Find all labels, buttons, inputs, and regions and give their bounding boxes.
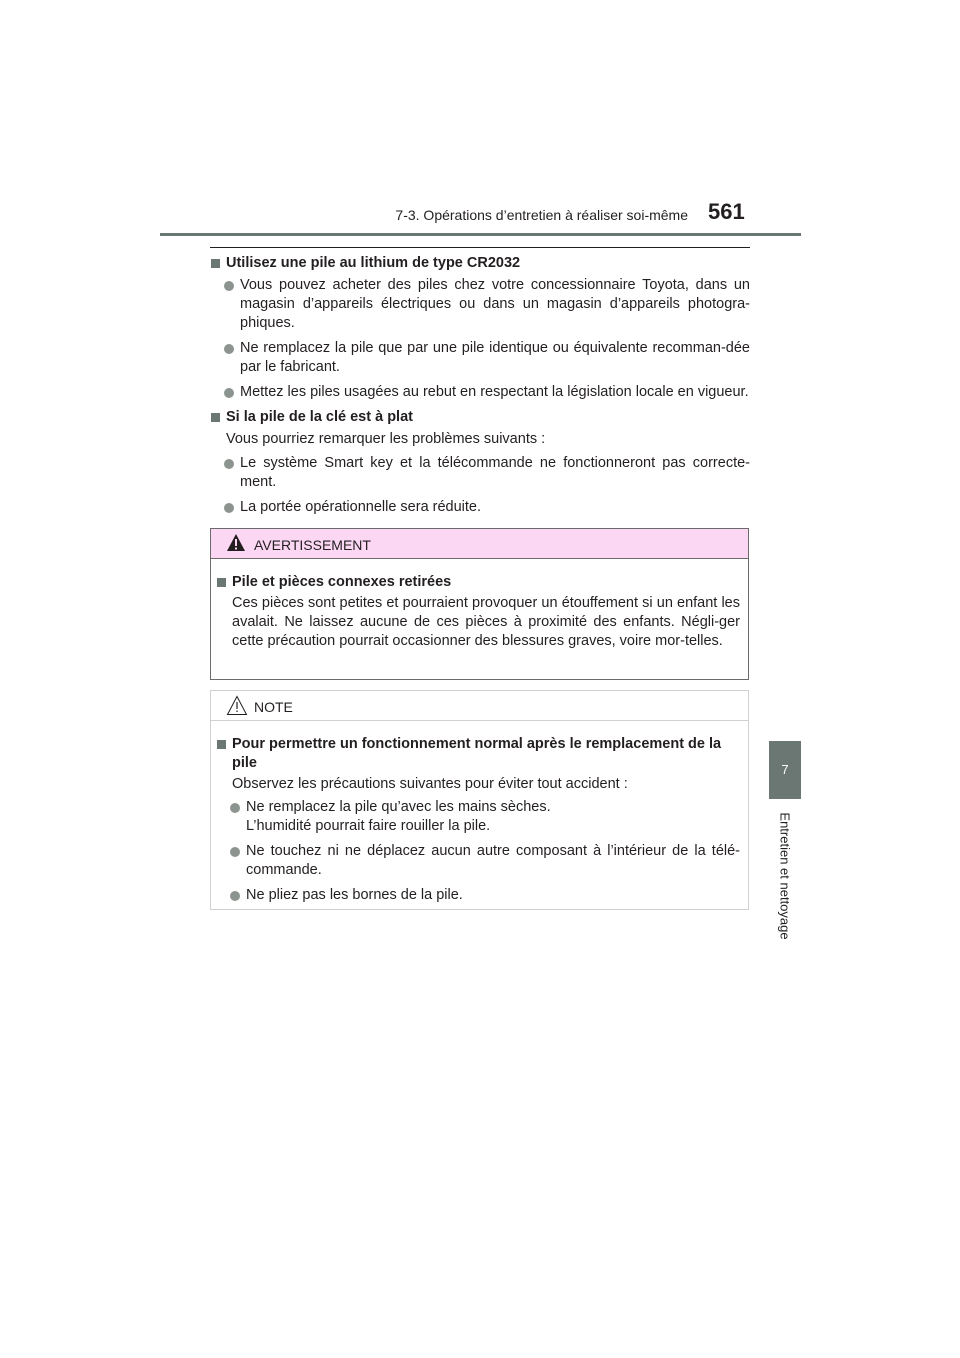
note-heading: Pour permettre un fonctionnement normal après le remplacement de la pile <box>216 735 740 773</box>
round-bullet-icon <box>224 503 234 513</box>
round-bullet-icon <box>230 803 240 813</box>
round-bullet-icon <box>224 344 234 354</box>
round-bullet-icon <box>230 847 240 857</box>
round-bullet-icon <box>230 891 240 901</box>
round-bullet-icon <box>224 459 234 469</box>
warning-box <box>210 528 749 680</box>
square-bullet-icon <box>217 740 226 749</box>
section2-heading: Si la pile de la clé est à plat <box>210 408 750 427</box>
note-box-header <box>211 691 748 721</box>
section1-bullet-3: Mettez les piles usagées au rebut en respectant la législation locale en vigueur. <box>210 383 750 402</box>
note-box <box>210 690 749 910</box>
round-bullet-icon <box>224 388 234 398</box>
note-bullet-3: Ne pliez pas les bornes de la pile. <box>216 886 740 905</box>
note-intro: Observez les précautions suivantes pour éviter tout accident : <box>232 776 628 792</box>
section1-bullet-1: Vous pouvez acheter des piles chez votre concessionnaire Toyota, dans un magasin d’appareils électriques ou dans un magasin d’appareils photogra-phiques. <box>210 276 750 333</box>
warning-box-header <box>211 529 748 559</box>
section2-bullet-2: La portée opérationnelle sera réduite. <box>210 498 750 517</box>
section2-bullet-1: Le système Smart key et la télécommande ne fonctionneront pas correcte-ment. <box>210 454 750 492</box>
header-rule <box>160 233 801 236</box>
note-label: NOTE <box>254 699 293 715</box>
header-section-title: 7-3. Opérations d’entretien à réaliser soi-même <box>395 207 688 223</box>
warning-heading: Pile et pièces connexes retirées <box>216 573 740 592</box>
content-rule <box>210 247 750 248</box>
section2-intro: Vous pourriez remarquer les problèmes suivants : <box>226 431 546 447</box>
note-bullet-1: Ne remplacez la pile qu’avec les mains sèches. L’humidité pourrait faire rouiller la pile. <box>216 798 740 836</box>
square-bullet-icon <box>217 578 226 587</box>
section1-heading: Utilisez une pile au lithium de type CR2032 <box>210 254 750 273</box>
warning-box-body <box>211 559 748 651</box>
note-bullet-1-sub: L’humidité pourrait faire rouiller la pile. <box>246 818 491 834</box>
chapter-tab: 7 <box>769 741 801 799</box>
warning-triangle-icon <box>226 533 246 552</box>
note-box-body <box>211 721 748 905</box>
section1-bullet-2: Ne remplacez la pile que par une pile identique ou équivalente recomman-dée par le fabricant. <box>210 339 750 377</box>
chapter-label: Entretien et nettoyage <box>777 812 793 940</box>
round-bullet-icon <box>224 281 234 291</box>
main-content <box>210 254 750 523</box>
warning-text: Ces pièces sont petites et pourraient provoquer un étouffement si un enfant les avalait. Ne laissez aucune de ces pièces à proximité des enfants. Négli-ger cette précaution pourrait occasionner des blessures graves, voire mor-telles. <box>232 595 740 649</box>
square-bullet-icon <box>211 259 220 268</box>
page-number: 561 <box>708 199 745 224</box>
square-bullet-icon <box>211 413 220 422</box>
caution-triangle-icon <box>226 695 248 716</box>
note-bullet-2: Ne touchez ni ne déplacez aucun autre composant à l’intérieur de la télé-commande. <box>216 842 740 880</box>
warning-label: AVERTISSEMENT <box>254 537 371 553</box>
